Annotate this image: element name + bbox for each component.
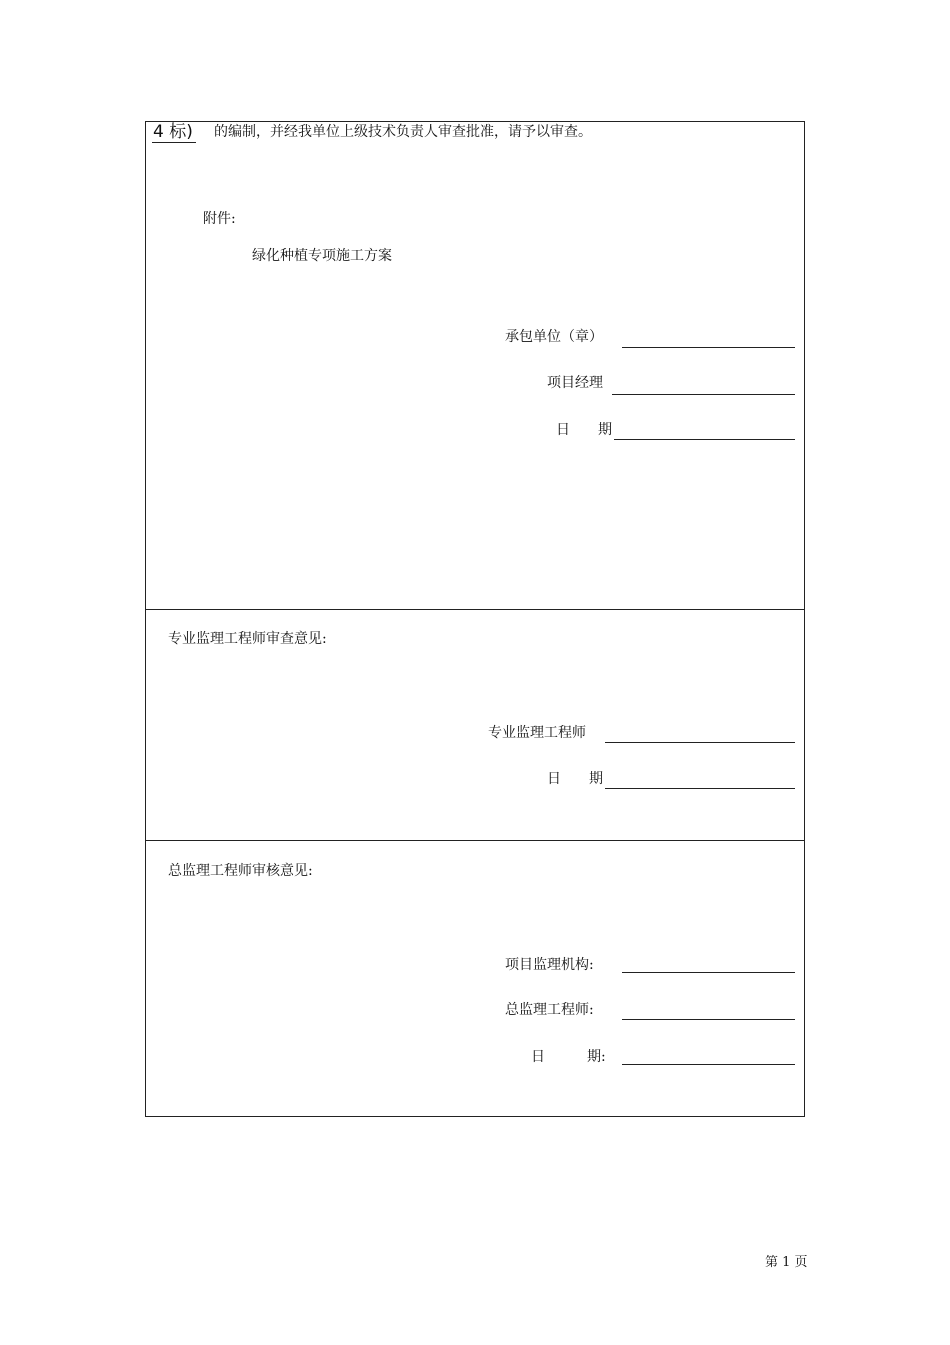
specialist-engineer-label: 专业监理工程师 [488,725,586,741]
date-label: 日 期 [556,422,612,438]
project-manager-signature-line[interactable] [612,394,795,395]
specialist-engineer-section [146,610,804,841]
chief-engineer-label: 总监理工程师: [505,1002,594,1018]
specialist-date-label: 日 期 [547,771,603,787]
approval-form [145,121,805,1117]
lot-number-underline [152,142,196,143]
specialist-engineer-signature-line[interactable] [605,742,795,743]
page-number: 第 1 页 [765,1255,808,1270]
chief-date-label: 日 期: [531,1049,606,1065]
chief-engineer-section [146,841,804,1116]
supervision-org-label: 项目监理机构: [505,957,594,973]
contractor-label: 承包单位（章） [505,329,603,345]
specialist-date-line[interactable] [605,788,795,789]
lot-number: 4 标) [153,122,193,142]
supervision-org-signature-line[interactable] [622,972,795,973]
chief-engineer-signature-line[interactable] [622,1019,795,1020]
intro-text: 的编制，并经我单位上级技术负责人审查批准，请予以审查。 [214,124,592,140]
contractor-section [146,122,804,610]
attachment-label: 附件: [203,211,236,227]
project-manager-label: 项目经理 [547,375,603,391]
attachment-item: 绿化种植专项施工方案 [252,248,392,264]
chief-review-heading: 总监理工程师审核意见: [168,863,313,879]
contractor-signature-line[interactable] [622,347,795,348]
chief-date-line[interactable] [622,1064,795,1065]
date-line[interactable] [614,439,795,440]
specialist-review-heading: 专业监理工程师审查意见: [168,631,327,647]
